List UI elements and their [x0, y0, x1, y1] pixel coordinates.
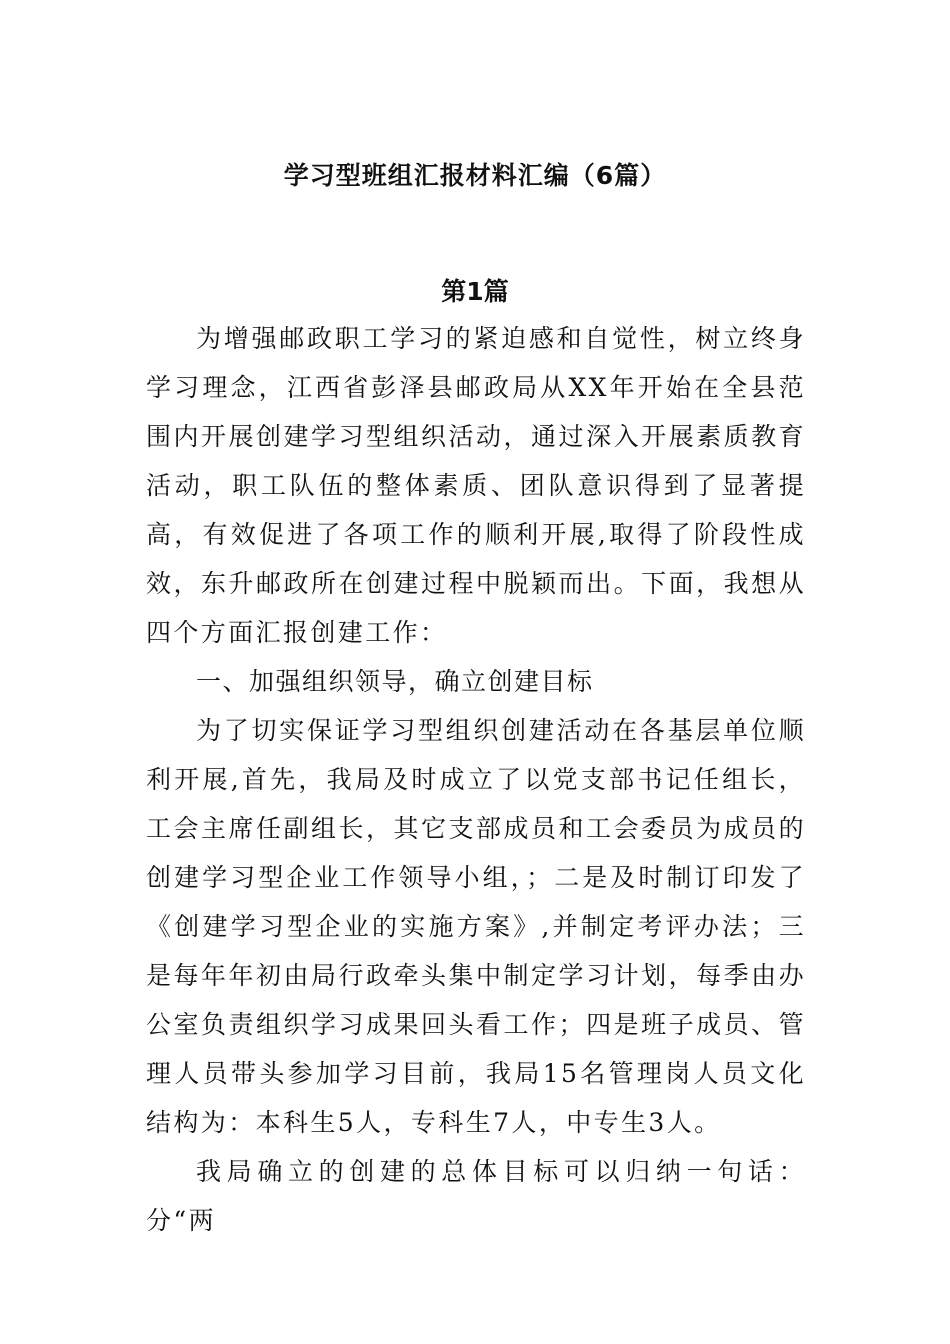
section-heading: 第1篇 [441, 277, 509, 306]
paragraph-intro: 为增强邮政职工学习的紧迫感和自觉性，树立终身学习理念，江西省彭泽县邮政局从XX年开始在全县范围内开展创建学习型组织活动，通过深入开展素质教育活动，职工队伍的整体素质、团队意识得到了显著提高，有效促进了各项工作的顺利开展,取得了阶段性成效，东升邮政所在创建过程中脱颖而出。下面，我想从四个方面汇报创建工作： [146, 324, 806, 647]
document-title: 学习型班组汇报材料汇编（6篇） [283, 161, 667, 190]
paragraph-goal: 我局确立的创建的总体目标可以归纳一句话：分“两 [146, 1157, 806, 1235]
document-body [146, 314, 806, 1245]
paragraph-organization: 为了切实保证学习型组织创建活动在各基层单位顺利开展,首先，我局及时成立了以党支部书记任组长，工会主席任副组长，其它支部成员和工会委员为成员的创建学习型企业工作领导小组，；二是及时制订印发了《创建学习型企业的实施方案》,并制定考评办法；三是每年年初由局行政牵头集中制定学习计划，每季由办公室负责组织学习成果回头看工作；四是班子成员、管理人员带头参加学习目前，我局15名管理岗人员文化结构为：本科生5人，专科生7人，中专生3人。 [146, 716, 806, 1137]
subheading-organization: 一、加强组织领导，确立创建目标 [196, 667, 594, 696]
